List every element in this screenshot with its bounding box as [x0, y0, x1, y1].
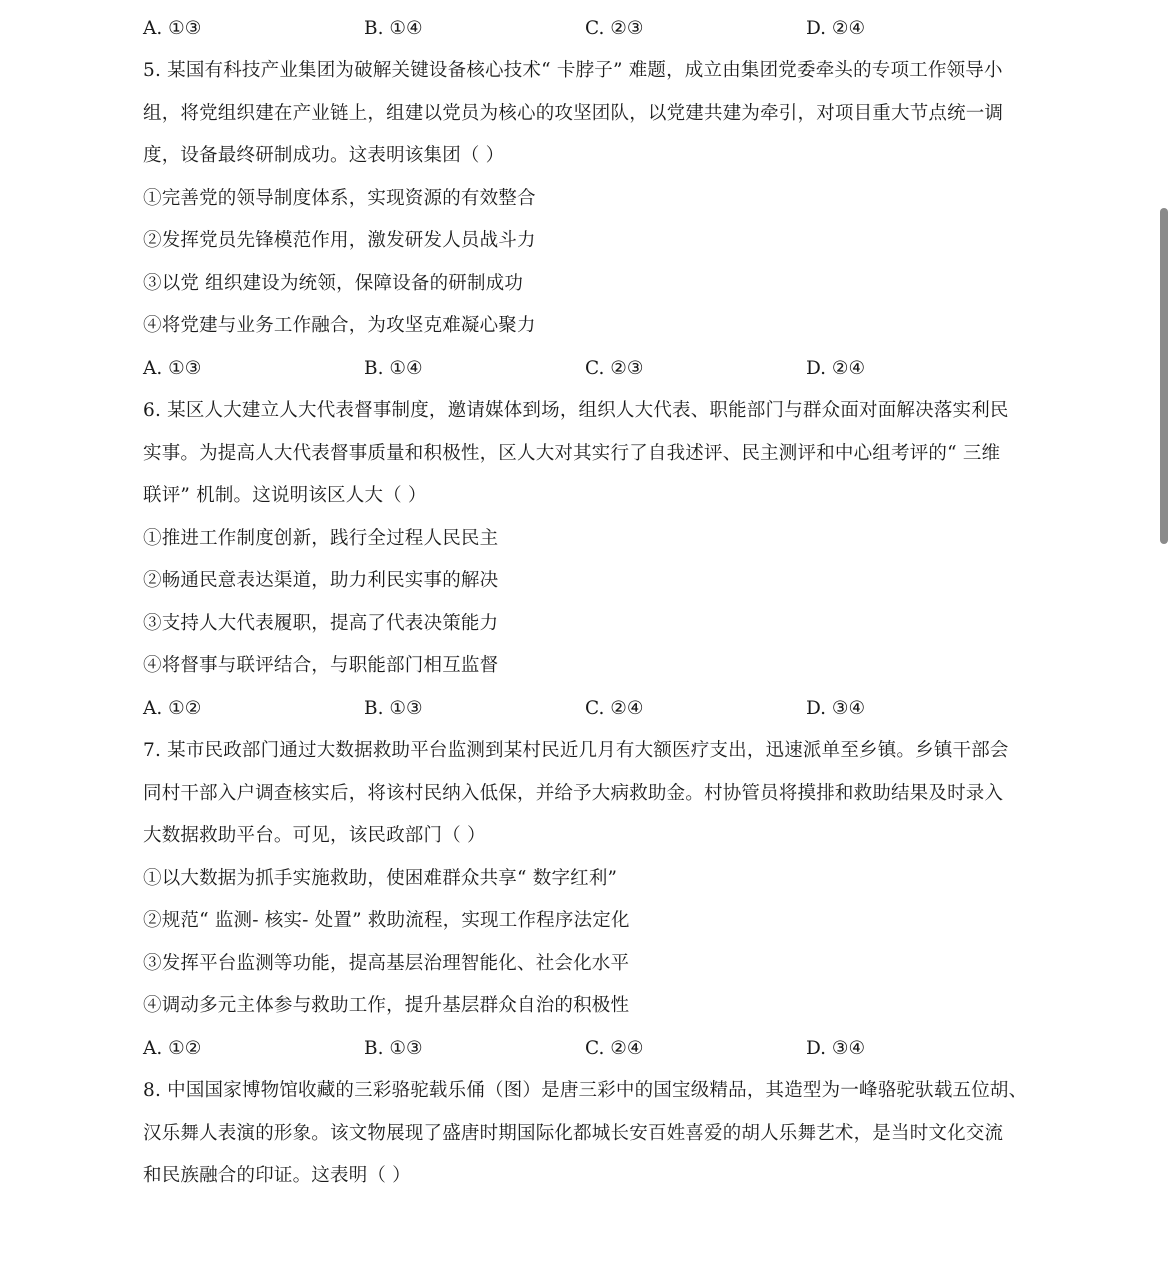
option-c: C. ②③ — [585, 18, 644, 39]
question-5-choice-2: ②发挥党员先锋模范作用，激发研发人员战斗力 — [143, 230, 536, 251]
question-5-stem-line-1: 5. 某国有科技产业集团为破解关键设备核心技术“ 卡脖子” 难题，成立由集团党委牵头的专项工作领导小 — [143, 60, 1003, 81]
question-6-stem-line-1: 6. 某区人大建立人大代表督事制度，邀请媒体到场，组织人大代表、职能部门与群众面对面解决落实利民 — [143, 400, 1009, 421]
question-7-choice-4: ④调动多元主体参与救助工作，提升基层群众自治的积极性 — [143, 995, 630, 1016]
option-a: A. ①③ — [143, 18, 202, 39]
question-6-option-d: D. ③④ — [806, 698, 866, 719]
question-7-choice-2: ②规范“ 监测- 核实- 处置” 救助流程，实现工作程序法定化 — [143, 910, 630, 931]
question-5-option-d: D. ②④ — [806, 358, 866, 379]
question-5-choice-4: ④将党建与业务工作融合，为攻坚克难凝心聚力 — [143, 315, 536, 336]
question-6-option-b: B. ①③ — [364, 698, 423, 719]
question-5-choice-1: ①完善党的领导制度体系，实现资源的有效整合 — [143, 188, 536, 209]
question-8-stem-line-1: 8. 中国国家博物馆收藏的三彩骆驼载乐俑（图）是唐三彩中的国宝级精品，其造型为一峰骆驼驮载五位胡、 — [143, 1080, 1028, 1101]
question-5-choice-3: ③以党 组织建设为统领，保障设备的研制成功 — [143, 273, 524, 294]
question-6-option-c: C. ②④ — [585, 698, 644, 719]
question-7-stem-line-2: 同村干部入户调查核实后，将该村民纳入低保，并给予大病救助金。村协管员将摸排和救助结果及时录入 — [143, 783, 1004, 804]
option-d: D. ②④ — [806, 18, 866, 39]
question-8-stem-line-2: 汉乐舞人表演的形象。该文物展现了盛唐时期国际化都城长安百姓喜爱的胡人乐舞艺术，是当时文化交流 — [143, 1123, 1004, 1144]
question-6-choice-3: ③支持人大代表履职，提高了代表决策能力 — [143, 613, 499, 634]
option-b: B. ①④ — [364, 18, 423, 39]
vertical-scrollbar[interactable] — [1152, 0, 1170, 1265]
question-7-stem-line-3: 大数据救助平台。可见，该民政部门（ ） — [143, 825, 486, 846]
question-7-option-a: A. ①② — [143, 1038, 202, 1059]
question-5-stem-line-2: 组，将党组织建在产业链上，组建以党员为核心的攻坚团队，以党建共建为牵引，对项目重大节点统一调 — [143, 103, 1004, 124]
question-6-stem-line-2: 实事。为提高人大代表督事质量和积极性，区人大对其实行了自我述评、民主测评和中心组考评的“ 三维 — [143, 443, 1001, 464]
question-6-stem-line-3: 联评” 机制。这说明该区人大（ ） — [143, 485, 427, 506]
scrollbar-thumb[interactable] — [1160, 208, 1168, 544]
question-5-option-c: C. ②③ — [585, 358, 644, 379]
question-5-option-a: A. ①③ — [143, 358, 202, 379]
question-6-choice-1: ①推进工作制度创新，践行全过程人民民主 — [143, 528, 499, 549]
question-6-option-a: A. ①② — [143, 698, 202, 719]
question-7-option-b: B. ①③ — [364, 1038, 423, 1059]
question-6-choice-4: ④将督事与联评结合，与职能部门相互监督 — [143, 655, 499, 676]
question-5-stem-line-3: 度，设备最终研制成功。这表明该集团（ ） — [143, 145, 505, 166]
question-7-choice-1: ①以大数据为抓手实施救助，使困难群众共享“ 数字红利” — [143, 868, 618, 889]
question-5-option-b: B. ①④ — [364, 358, 423, 379]
question-7-option-d: D. ③④ — [806, 1038, 866, 1059]
question-7-choice-3: ③发挥平台监测等功能，提高基层治理智能化、社会化水平 — [143, 953, 630, 974]
question-6-choice-2: ②畅通民意表达渠道，助力利民实事的解决 — [143, 570, 499, 591]
question-8-stem-line-3: 和民族融合的印证。这表明（ ） — [143, 1165, 411, 1186]
question-7-option-c: C. ②④ — [585, 1038, 644, 1059]
question-7-stem-line-1: 7. 某市民政部门通过大数据救助平台监测到某村民近几月有大额医疗支出，迅速派单至乡镇。乡镇干部会 — [143, 740, 1009, 761]
